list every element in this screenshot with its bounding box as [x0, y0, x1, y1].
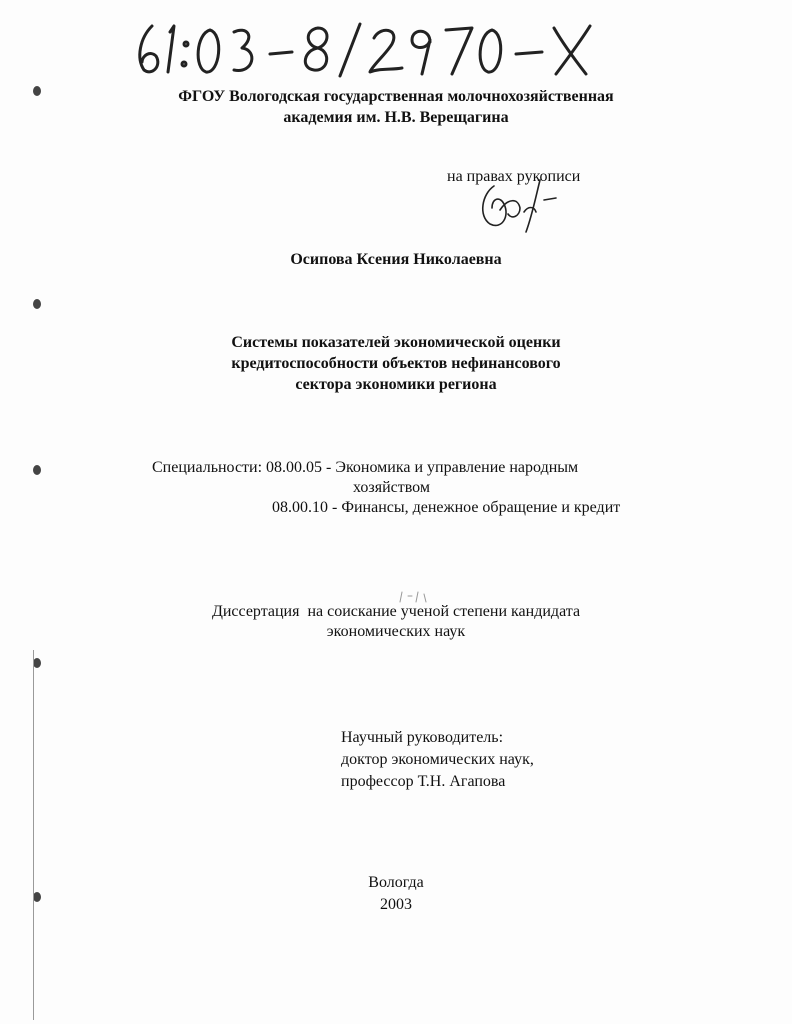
title-line-1: Системы показателей экономической оценки	[231, 334, 561, 351]
supervisor-label: Научный руководитель:	[341, 729, 504, 746]
binder-hole	[33, 892, 41, 902]
institution-name	[80, 86, 712, 128]
specialty-row-1-continued	[152, 478, 620, 498]
specialty-1-code: 08.00.05	[266, 459, 323, 476]
scan-edge-line	[33, 650, 34, 1020]
binder-hole	[33, 299, 41, 309]
degree-line-2: экономических наук	[326, 623, 466, 640]
place-and-year	[80, 872, 712, 916]
specialty-row-1	[152, 458, 620, 478]
specialty-2-code: 08.00.10	[272, 499, 328, 516]
institution-line-1: ФГОУ Вологодская государственная молочнохозяйственная	[178, 88, 614, 105]
specialty-1-name-continued: хозяйством	[353, 479, 430, 496]
institution-line-2: академия им. Н.В. Верещагина	[283, 109, 509, 126]
specialties-block	[152, 458, 620, 518]
year: 2003	[380, 896, 412, 913]
supervisor-block	[341, 727, 534, 793]
signature	[474, 176, 564, 234]
binder-hole	[33, 86, 41, 96]
degree-line-1: Диссертация на соискание ученой степени кандидата	[211, 603, 581, 620]
author-name: Осипова Ксения Николаевна	[290, 251, 502, 268]
binder-hole	[33, 465, 41, 475]
specialties-label: Специальности:	[152, 459, 263, 476]
handwritten-archive-code	[130, 18, 600, 78]
specialty-1-name: - Экономика и управление народным	[326, 459, 579, 476]
city: Вологда	[368, 874, 424, 891]
rights-note: на правах рукописи	[447, 168, 581, 185]
dissertation-title	[80, 332, 712, 395]
binder-hole	[33, 658, 41, 668]
title-line-3: сектора экономики региона	[295, 376, 497, 393]
supervisor-name: профессор Т.Н. Агапова	[341, 773, 506, 790]
supervisor-degree: доктор экономических наук,	[341, 751, 534, 768]
degree-statement	[80, 602, 712, 642]
specialty-row-2	[152, 498, 620, 518]
title-line-2: кредитоспособности объектов нефинансового	[231, 355, 561, 372]
specialty-2-name: - Финансы, денежное обращение и кредит	[332, 499, 621, 516]
